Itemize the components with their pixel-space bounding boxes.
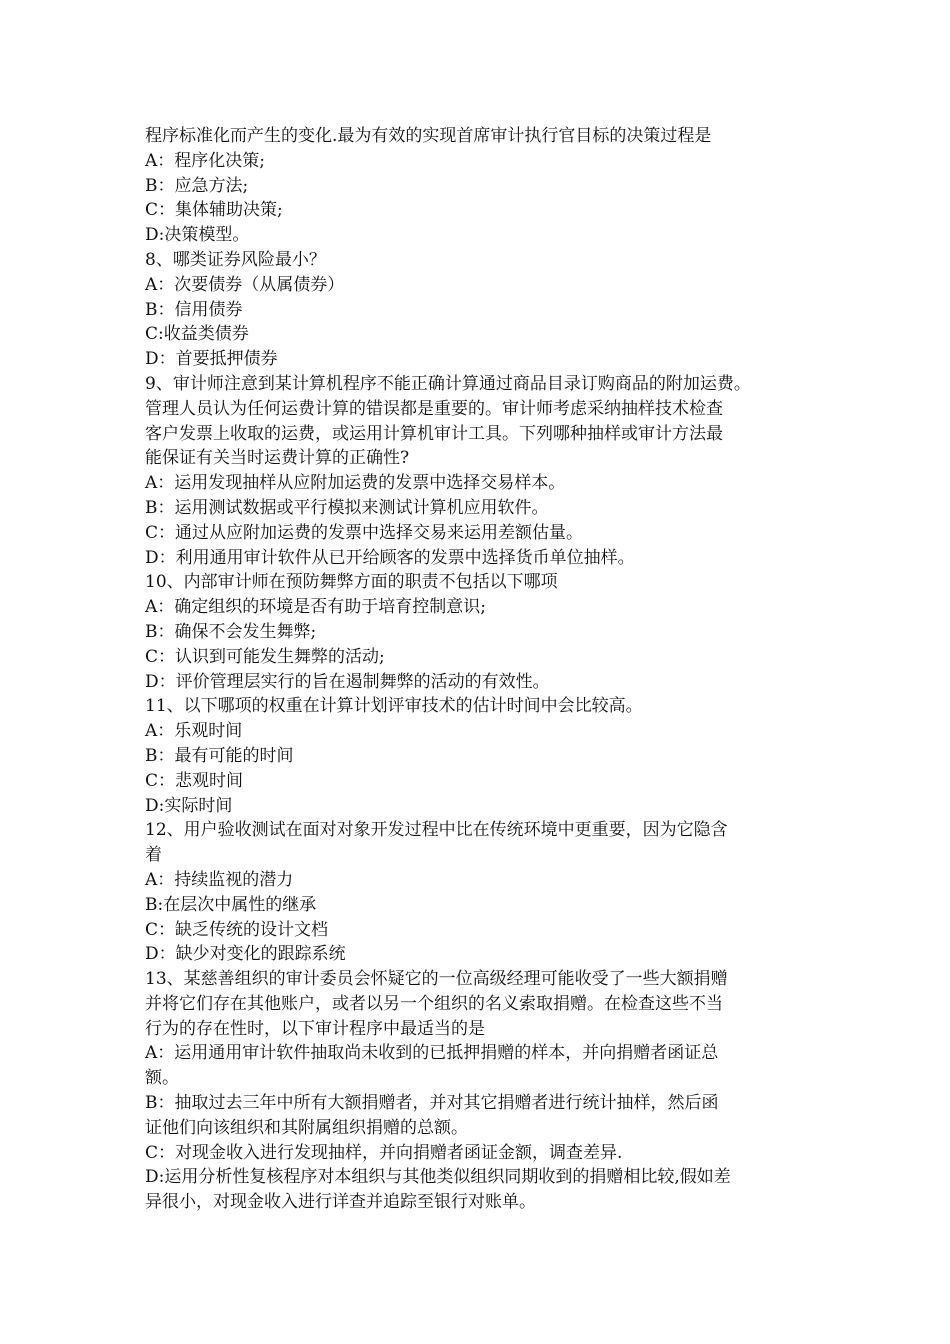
option-d: D：首要抵押债券 <box>145 349 278 370</box>
question-10: 10、内部审计师在预防舞弊方面的职责不包括以下哪项 <box>145 572 558 593</box>
option-d: D:运用分析性复核程序对本组织与其他类似组织同期收到的捐赠相比较,假如差 <box>145 1167 731 1188</box>
option-c: C：认识到可能发生舞弊的活动; <box>145 646 385 667</box>
option-b: B：抽取过去三年中所有大额捐赠者，并对其它捐赠者进行统计抽样，然后函 <box>145 1093 719 1114</box>
option-c: C：对现金收入进行发现抽样，并向捐赠者函证金额，调查差异. <box>145 1142 623 1163</box>
question-12-cont: 着 <box>145 845 162 866</box>
option-a: A：确定组织的环境是否有助于培育控制意识; <box>145 597 487 618</box>
option-a: A：程序化决策; <box>145 150 266 171</box>
option-c: C：悲观时间 <box>145 770 244 791</box>
question-8: 8、哪类证券风险最小？ <box>145 249 326 270</box>
option-d: D：缺少对变化的跟踪系统 <box>145 944 346 965</box>
question-9: 9、审计师注意到某计算机程序不能正确计算通过商品目录订购商品的附加运费。 <box>145 373 751 394</box>
option-a: A：持续监视的潜力 <box>145 869 294 890</box>
question-13: 13、某慈善组织的审计委员会怀疑它的一位高级经理可能收受了一些大额捐赠 <box>145 969 728 990</box>
question-11: 11、以下哪项的权重在计算计划评审技术的估计时间中会比较高。 <box>145 696 643 717</box>
option-a-cont: 额。 <box>145 1068 179 1089</box>
question-9-cont: 管理人员认为任何运费计算的错误都是重要的。审计师考虑采纳抽样技术检查 <box>145 398 723 419</box>
option-d: D：利用通用审计软件从已开给顾客的发票中选择货币单位抽样。 <box>145 547 635 568</box>
document-body <box>145 124 810 1215</box>
option-d: D:实际时间 <box>145 795 233 816</box>
question-9-cont: 能保证有关当时运费计算的正确性? <box>145 448 410 469</box>
option-a: A：乐观时间 <box>145 721 243 742</box>
option-b: B：确保不会发生舞弊; <box>145 621 317 642</box>
question-13-cont: 行为的存在性时，以下审计程序中最适当的是 <box>145 1018 485 1039</box>
question-9-cont: 客户发票上收取的运费，或运用计算机审计工具。下列哪种抽样或审计方法最 <box>145 423 723 444</box>
option-c: C：集体辅助决策; <box>145 200 283 221</box>
option-b: B:在层次中属性的继承 <box>145 894 317 915</box>
option-d-cont: 异很小，对现金收入进行详查并追踪至银行对账单。 <box>145 1192 536 1213</box>
option-c: C：通过从应附加运费的发票中选择交易来运用差额估量。 <box>145 522 584 543</box>
option-c: C:收益类债券 <box>145 324 249 345</box>
option-b: B：应急方法; <box>145 175 249 196</box>
option-b-cont: 证他们向该组织和其附属组织捐赠的总额。 <box>145 1117 468 1138</box>
option-d: D：评价管理层实行的旨在遏制舞弊的活动的有效性。 <box>145 671 550 692</box>
option-a: A：次要债券（从属债券） <box>145 274 345 295</box>
option-a: A：运用发现抽样从应附加运费的发票中选择交易样本。 <box>145 473 566 494</box>
question-12: 12、用户验收测试在面对对象开发过程中比在传统环境中更重要，因为它隐含 <box>145 820 728 841</box>
option-d: D:决策模型。 <box>145 225 250 246</box>
option-b: B：信用债券 <box>145 299 243 320</box>
option-a: A：运用通用审计软件抽取尚未收到的已抵押捐赠的样本，并向捐赠者函证总 <box>145 1043 719 1064</box>
option-b: B：最有可能的时间 <box>145 745 294 766</box>
option-b: B：运用测试数据或平行模拟来测试计算机应用软件。 <box>145 497 549 518</box>
option-c: C：缺乏传统的设计文档 <box>145 919 329 940</box>
text-line: 程序标准化而产生的变化.最为有效的实现首席审计执行官目标的决策过程是 <box>145 126 712 146</box>
question-13-cont: 并将它们存在其他账户，或者以另一个组织的名义索取捐赠。在检查这些不当 <box>145 993 723 1014</box>
